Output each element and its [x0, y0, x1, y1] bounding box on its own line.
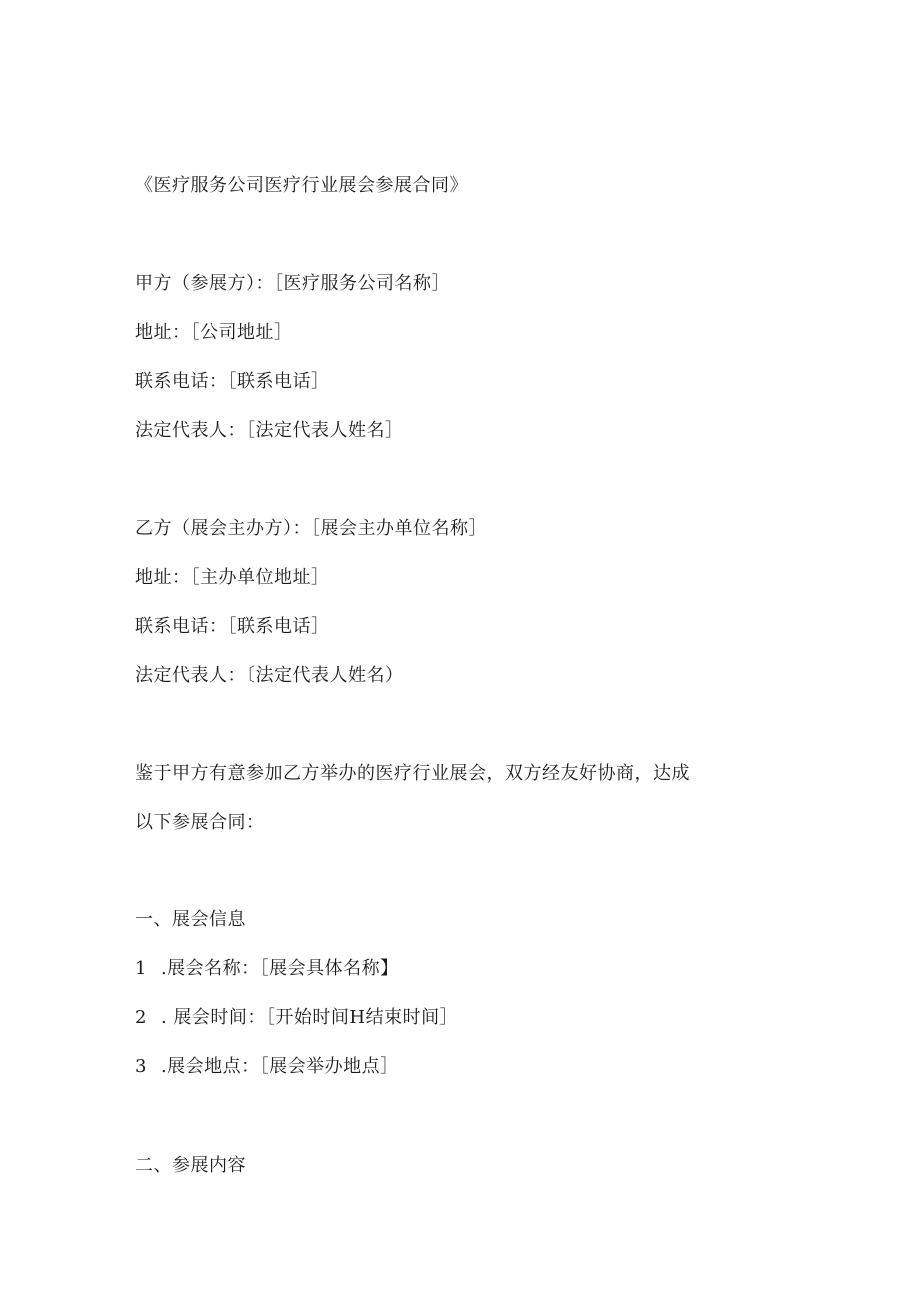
party-a-legal-rep: 法定代表人：［法定代表人姓名］	[135, 420, 404, 441]
party-b-phone: 联系电话：［联系电话］	[135, 616, 330, 637]
list-item-text: . 展会时间：［开始时间H结束时间］	[160, 1007, 459, 1028]
list-item	[135, 1006, 458, 1030]
list-item	[135, 1055, 399, 1079]
list-item	[135, 957, 399, 981]
section-2-heading: 二、参展内容	[135, 1155, 246, 1176]
list-item-number: 3	[135, 1056, 147, 1077]
list-item-number: 1	[135, 958, 147, 979]
list-item-text: .展会名称：［展会具体名称】	[160, 958, 399, 979]
party-b-legal-rep: 法定代表人：〔法定代表人姓名）	[135, 665, 404, 686]
preamble-line-1: 鉴于甲方有意参加乙方举办的医疗行业展会，双方经友好协商，达成	[135, 763, 690, 784]
section-1-heading: 一、展会信息	[135, 909, 246, 930]
list-item-text: .展会地点：［展会举办地点］	[160, 1056, 399, 1077]
preamble-line-2: 以下参展合同：	[135, 812, 265, 833]
list-item-number: 2	[135, 1007, 147, 1028]
party-b-heading: 乙方（展会主办方）：［展会主办单位名称］	[135, 518, 487, 539]
document-title: 《医疗服务公司医疗行业展会参展合同》	[135, 175, 468, 196]
party-a-phone: 联系电话：［联系电话］	[135, 371, 330, 392]
party-a-address: 地址：［公司地址］	[135, 322, 293, 343]
party-a-heading: 甲方（参展方）：［医疗服务公司名称］	[135, 273, 450, 294]
party-b-address: 地址：［主办单位地址］	[135, 567, 330, 588]
